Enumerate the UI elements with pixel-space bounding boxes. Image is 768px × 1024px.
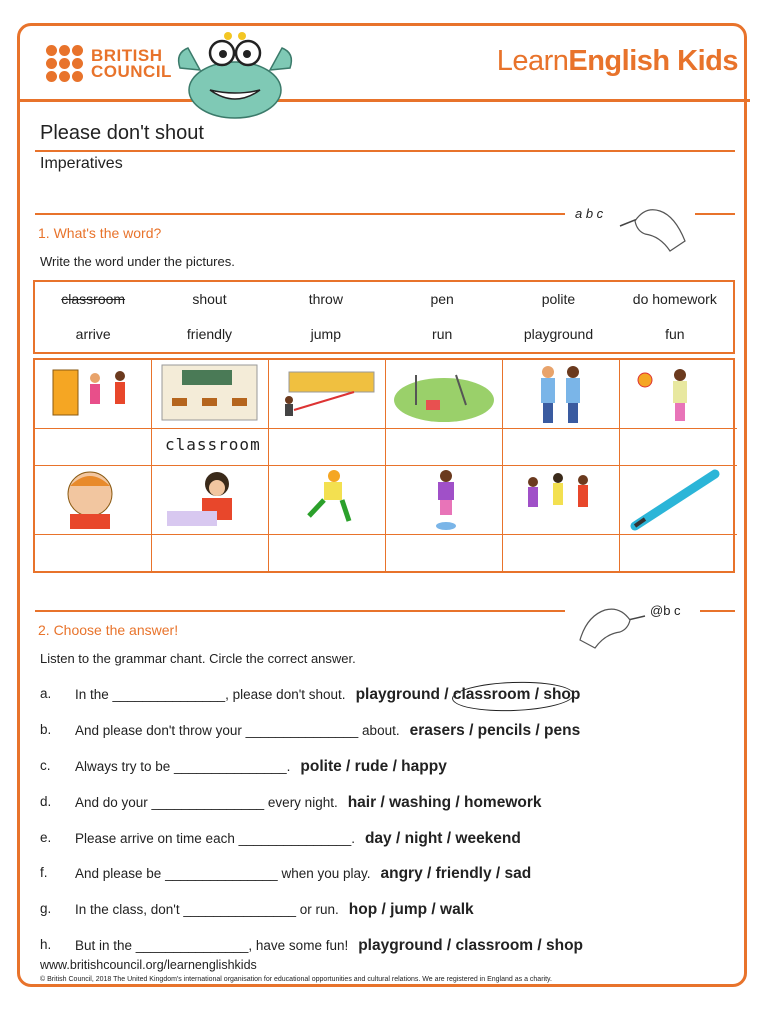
- word-item: polite: [541, 291, 576, 307]
- answer-options[interactable]: hop / jump / walk: [348, 901, 474, 918]
- classroom-picture: [152, 360, 269, 429]
- footer-url[interactable]: www.britishcouncil.org/learnenglishkids: [40, 958, 257, 972]
- word-item: arrive: [75, 326, 111, 342]
- answer-options[interactable]: angry / friendly / sad: [380, 865, 532, 882]
- pen-picture: [620, 466, 737, 535]
- question-text: And do your _______________ every night.: [75, 795, 338, 810]
- answer-options[interactable]: polite / rude / happy: [300, 758, 447, 775]
- answer-cell[interactable]: [152, 535, 269, 573]
- answer-options[interactable]: playground / classroom / shop: [355, 686, 581, 703]
- example-answer: classroom: [165, 435, 261, 454]
- answer-options[interactable]: erasers / pencils / pens: [409, 722, 581, 739]
- word-bank: [33, 280, 735, 354]
- word-item: fun: [665, 326, 685, 342]
- jump-picture: [386, 466, 503, 535]
- abc-label-2: @b c: [650, 603, 681, 618]
- answer-cell[interactable]: [386, 429, 503, 466]
- throw-picture: [269, 360, 386, 429]
- answer-cell[interactable]: [269, 429, 386, 466]
- picture-grid: [33, 358, 735, 573]
- answer-cell[interactable]: [503, 535, 620, 573]
- arrive-picture: [35, 360, 152, 429]
- answer-options[interactable]: playground / classroom / shop: [358, 937, 584, 954]
- word-item: friendly: [186, 326, 233, 342]
- worksheet-subtitle: Imperatives: [40, 155, 123, 172]
- section2-instruction: Listen to the grammar chant. Circle the correct answer.: [40, 651, 356, 666]
- word-item: throw: [308, 291, 343, 307]
- question-text: And please be _______________ when you play.: [75, 866, 371, 881]
- word-bank-row-1: [35, 291, 733, 307]
- british-council-logo: [46, 45, 172, 82]
- logo-learn: Learn: [496, 45, 569, 77]
- question-letter: b.: [40, 722, 52, 737]
- section1-title: 1. What's the word?: [38, 225, 162, 241]
- section2-divider: [35, 610, 565, 612]
- section1-divider: [35, 213, 565, 215]
- throw-ball-picture: [620, 360, 737, 429]
- playground-picture: [386, 360, 503, 429]
- writing-hand-icon: [575, 598, 650, 653]
- answer-cell[interactable]: [35, 429, 152, 466]
- brand-line-2: COUNCIL: [91, 61, 172, 81]
- answer-cell[interactable]: [35, 535, 152, 573]
- section2-divider-end: [700, 610, 735, 612]
- word-bank-row-2: [35, 326, 733, 342]
- answer-cell[interactable]: [620, 429, 737, 466]
- answer-cell[interactable]: [503, 429, 620, 466]
- friendly-picture: [503, 466, 620, 535]
- answer-cell[interactable]: [620, 535, 737, 573]
- learnenglish-kids-logo: [497, 45, 738, 78]
- shout-picture: [35, 466, 152, 535]
- logo-english-kids: English Kids: [568, 45, 738, 77]
- homework-picture: [152, 466, 269, 535]
- question-text: In the class, don't _______________ or run.: [75, 902, 339, 917]
- question-letter: a.: [40, 686, 52, 701]
- word-item: do homework: [632, 291, 717, 307]
- question-letter: h.: [40, 937, 52, 952]
- question-text: But in the _______________, have some fun!: [75, 938, 349, 953]
- word-item: pen: [430, 291, 454, 307]
- question-text: Please arrive on time each _______________.: [75, 831, 355, 846]
- question-text: And please don't throw your _______________ about.: [75, 723, 400, 738]
- run-picture: [269, 466, 386, 535]
- question-letter: e.: [40, 830, 52, 845]
- brand-line-1: BRITISH: [91, 45, 163, 65]
- answer-options[interactable]: day / night / weekend: [364, 830, 521, 847]
- word-item: jump: [310, 326, 341, 342]
- question-text: Always try to be _______________.: [75, 759, 291, 774]
- section1-divider-end: [695, 213, 735, 215]
- answer-cell[interactable]: [269, 535, 386, 573]
- writing-hand-icon: [615, 196, 690, 256]
- word-item: run: [432, 326, 453, 342]
- answer-options[interactable]: hair / washing / homework: [347, 794, 542, 811]
- mascot-icon: [170, 28, 300, 123]
- title-divider: [35, 150, 735, 152]
- polite-picture: [503, 360, 620, 429]
- word-item: shout: [192, 291, 227, 307]
- footer-copyright: © British Council, 2018 The United Kingdom's international organisation for educational opportunities and cultural relations. We are registered in England as a charity.: [40, 976, 552, 983]
- worksheet-title: Please don't shout: [40, 122, 204, 144]
- question-letter: d.: [40, 794, 52, 809]
- header-divider: [17, 99, 750, 102]
- section2-title: 2. Choose the answer!: [38, 622, 179, 638]
- section1-instruction: Write the word under the pictures.: [40, 254, 235, 269]
- question-letter: f.: [40, 865, 48, 880]
- question-letter: c.: [40, 758, 51, 773]
- question-text: In the _______________, please don't shout.: [75, 687, 346, 702]
- word-item: playground: [523, 326, 594, 342]
- question-letter: g.: [40, 901, 52, 916]
- word-item: classroom: [61, 291, 126, 307]
- logo-dots-icon: [46, 45, 83, 82]
- abc-label-1: a b c: [575, 206, 604, 221]
- answer-cell[interactable]: [386, 535, 503, 573]
